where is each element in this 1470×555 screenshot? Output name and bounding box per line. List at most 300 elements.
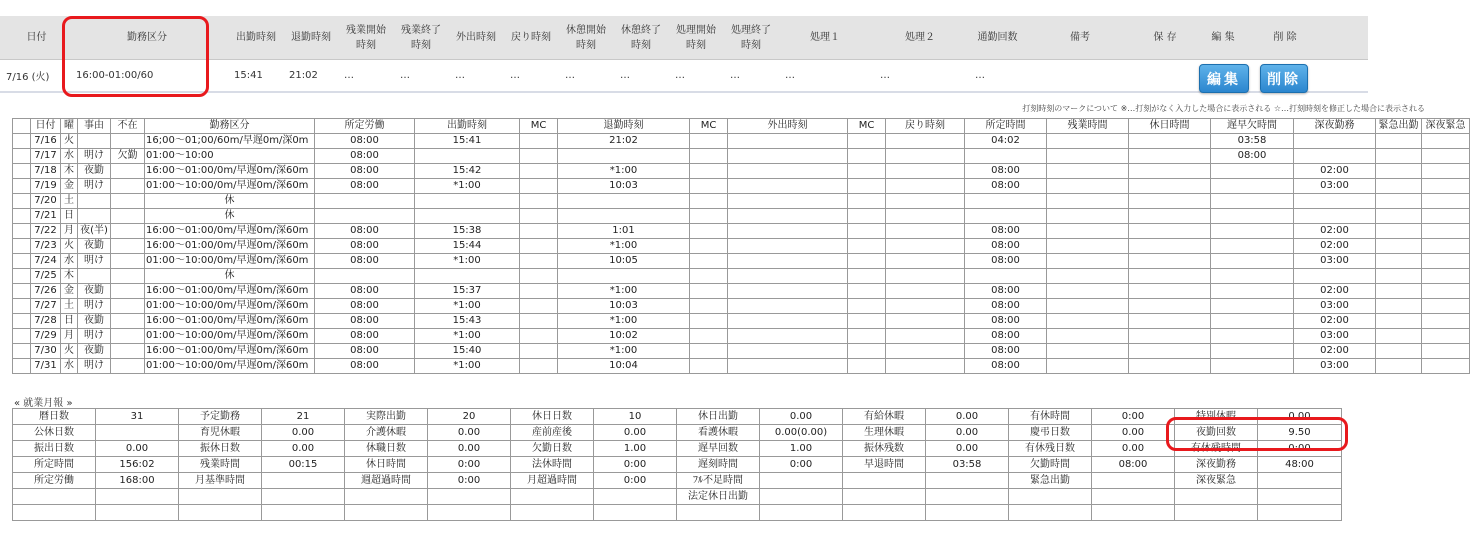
daily-cell bbox=[1294, 194, 1376, 209]
daily-cell bbox=[848, 149, 886, 164]
summary-value-cell: 20 bbox=[428, 409, 511, 425]
monthly-report-label: « 就業月報 » bbox=[14, 398, 73, 409]
daily-header-cell: 遅早欠時間 bbox=[1211, 119, 1294, 134]
daily-cell bbox=[558, 149, 690, 164]
daily-cell: 7/25 bbox=[31, 269, 61, 284]
daily-cell bbox=[78, 269, 111, 284]
summary-value-cell bbox=[262, 489, 345, 505]
daily-cell: 水 bbox=[61, 254, 78, 269]
daily-cell bbox=[1129, 194, 1211, 209]
summary-label-cell: 所定時間 bbox=[13, 457, 96, 473]
daily-cell bbox=[728, 344, 848, 359]
daily-cell bbox=[886, 194, 965, 209]
summary-label-cell bbox=[1009, 505, 1092, 521]
daily-cell bbox=[315, 194, 415, 209]
header-process-1: 処理１ bbox=[810, 32, 840, 43]
row-marker-cell bbox=[13, 179, 31, 194]
daily-cell: 夜勤 bbox=[78, 239, 111, 254]
summary-label-cell bbox=[1175, 489, 1258, 505]
row-process-1[interactable]: … bbox=[785, 70, 795, 81]
summary-value-cell bbox=[760, 505, 843, 521]
daily-cell bbox=[1047, 209, 1129, 224]
daily-cell bbox=[520, 209, 558, 224]
daily-cell bbox=[1376, 164, 1422, 179]
daily-cell: 土 bbox=[61, 194, 78, 209]
daily-cell: 01:00～10:00 bbox=[145, 149, 315, 164]
daily-cell bbox=[728, 194, 848, 209]
row-marker-cell bbox=[13, 224, 31, 239]
daily-cell bbox=[728, 329, 848, 344]
daily-row[interactable] bbox=[13, 224, 1470, 239]
daily-cell: *1:00 bbox=[558, 314, 690, 329]
daily-cell: 01:00～10:00/0m/早遅0m/深60m bbox=[145, 359, 315, 374]
daily-cell bbox=[1211, 344, 1294, 359]
daily-cell bbox=[1129, 269, 1211, 284]
summary-value-cell: 0.00 bbox=[428, 441, 511, 457]
daily-cell: 7/20 bbox=[31, 194, 61, 209]
row-return-time[interactable]: … bbox=[510, 70, 520, 81]
summary-value-cell: 0:00 bbox=[428, 457, 511, 473]
daily-cell bbox=[1376, 239, 1422, 254]
daily-cell: 08:00 bbox=[315, 344, 415, 359]
summary-value-cell bbox=[594, 489, 677, 505]
row-marker-cell bbox=[13, 329, 31, 344]
header-clock-in: 出勤時刻 bbox=[236, 32, 276, 43]
summary-value-cell: 0.00 bbox=[926, 441, 1009, 457]
daily-cell bbox=[1129, 179, 1211, 194]
daily-cell bbox=[1422, 164, 1470, 179]
daily-cell bbox=[886, 359, 965, 374]
summary-value-cell bbox=[1258, 489, 1342, 505]
daily-cell: 7/27 bbox=[31, 299, 61, 314]
daily-cell bbox=[1129, 359, 1211, 374]
summary-label-cell: 法定休日出勤 bbox=[677, 489, 760, 505]
summary-value-cell: 00:15 bbox=[262, 457, 345, 473]
header-out-time: 外出時刻 bbox=[456, 32, 496, 43]
daily-row[interactable] bbox=[13, 284, 1470, 299]
daily-cell bbox=[520, 344, 558, 359]
daily-cell bbox=[1129, 209, 1211, 224]
daily-cell: 7/29 bbox=[31, 329, 61, 344]
summary-value-cell bbox=[760, 473, 843, 489]
header-overtime-start: 残業開始 時刻 bbox=[346, 24, 386, 51]
row-process-end[interactable]: … bbox=[730, 70, 740, 81]
daily-cell bbox=[1047, 194, 1129, 209]
daily-header-cell: 事由 bbox=[78, 119, 111, 134]
daily-cell bbox=[848, 329, 886, 344]
daily-cell: 15:37 bbox=[415, 284, 520, 299]
daily-cell bbox=[848, 134, 886, 149]
daily-cell bbox=[886, 209, 965, 224]
summary-label-cell: 深夜緊急 bbox=[1175, 473, 1258, 489]
daily-cell: 08:00 bbox=[965, 359, 1047, 374]
header-blank bbox=[13, 119, 31, 134]
daily-cell bbox=[1211, 359, 1294, 374]
daily-cell bbox=[1047, 179, 1129, 194]
daily-cell: 16:00～01:00/0m/早遅0m/深60m bbox=[145, 344, 315, 359]
daily-header-cell: 外出時刻 bbox=[728, 119, 848, 134]
summary-label-cell bbox=[843, 473, 926, 489]
daily-cell bbox=[690, 329, 728, 344]
daily-cell bbox=[1211, 284, 1294, 299]
daily-cell: 01:00～10:00/0m/早遅0m/深60m bbox=[145, 299, 315, 314]
daily-cell bbox=[1422, 209, 1470, 224]
summary-row bbox=[13, 441, 1342, 457]
row-clock-out[interactable]: 21:02 bbox=[289, 70, 318, 81]
summary-value-cell bbox=[594, 505, 677, 521]
daily-cell bbox=[1047, 344, 1129, 359]
daily-row[interactable] bbox=[13, 149, 1470, 164]
daily-cell bbox=[728, 209, 848, 224]
daily-cell bbox=[886, 134, 965, 149]
summary-value-cell: 1.00 bbox=[760, 441, 843, 457]
daily-cell bbox=[690, 179, 728, 194]
daily-cell bbox=[1422, 179, 1470, 194]
daily-cell bbox=[690, 239, 728, 254]
daily-cell bbox=[111, 299, 145, 314]
summary-label-cell: 夜勤回数 bbox=[1175, 425, 1258, 441]
daily-cell bbox=[1047, 164, 1129, 179]
daily-row[interactable] bbox=[13, 299, 1470, 314]
summary-label-cell: 欠勤日数 bbox=[511, 441, 594, 457]
summary-label-cell bbox=[179, 489, 262, 505]
daily-cell bbox=[1376, 314, 1422, 329]
daily-cell bbox=[886, 239, 965, 254]
daily-cell: 08:00 bbox=[965, 224, 1047, 239]
daily-cell bbox=[848, 179, 886, 194]
daily-cell: 7/21 bbox=[31, 209, 61, 224]
daily-row[interactable] bbox=[13, 194, 1470, 209]
daily-cell: 08:00 bbox=[965, 329, 1047, 344]
daily-cell bbox=[1422, 194, 1470, 209]
daily-cell bbox=[886, 344, 965, 359]
daily-cell: 7/30 bbox=[31, 344, 61, 359]
summary-label-cell: 緊急出勤 bbox=[1009, 473, 1092, 489]
daily-cell: 08:00 bbox=[315, 149, 415, 164]
daily-cell bbox=[1129, 314, 1211, 329]
daily-cell bbox=[1211, 209, 1294, 224]
daily-cell bbox=[848, 239, 886, 254]
daily-cell: 夜勤 bbox=[78, 164, 111, 179]
summary-label-cell bbox=[13, 489, 96, 505]
summary-value-cell: 0.00 bbox=[926, 425, 1009, 441]
summary-value-cell: 31 bbox=[96, 409, 179, 425]
row-marker-cell bbox=[13, 134, 31, 149]
daily-cell: 金 bbox=[61, 284, 78, 299]
row-clock-in[interactable]: 15:41 bbox=[234, 70, 263, 81]
daily-cell bbox=[1294, 269, 1376, 284]
header-save: 保 存 bbox=[1153, 32, 1177, 43]
row-overtime-start[interactable]: … bbox=[344, 70, 354, 81]
daily-cell bbox=[848, 194, 886, 209]
summary-value-cell: 0:00 bbox=[428, 473, 511, 489]
row-marker-cell bbox=[13, 194, 31, 209]
daily-cell bbox=[690, 314, 728, 329]
summary-row bbox=[13, 473, 1342, 489]
daily-cell bbox=[520, 194, 558, 209]
daily-row[interactable] bbox=[13, 239, 1470, 254]
daily-cell bbox=[415, 269, 520, 284]
daily-cell bbox=[848, 224, 886, 239]
summary-value-cell: 21 bbox=[262, 409, 345, 425]
summary-label-cell: 有休時間 bbox=[1009, 409, 1092, 425]
summary-label-cell: 休日日数 bbox=[511, 409, 594, 425]
daily-cell bbox=[728, 179, 848, 194]
daily-cell bbox=[728, 239, 848, 254]
daily-cell bbox=[728, 224, 848, 239]
daily-cell bbox=[1376, 194, 1422, 209]
daily-cell bbox=[965, 269, 1047, 284]
daily-cell bbox=[690, 299, 728, 314]
daily-cell: 夜勤 bbox=[78, 344, 111, 359]
daily-cell bbox=[1376, 134, 1422, 149]
daily-cell: 月 bbox=[61, 224, 78, 239]
daily-row[interactable] bbox=[13, 359, 1470, 374]
daily-header-cell: 緊急出勤 bbox=[1376, 119, 1422, 134]
daily-cell bbox=[111, 239, 145, 254]
summary-label-cell: 暦日数 bbox=[13, 409, 96, 425]
daily-cell: 01:00～10:00/0m/早遅0m/深60m bbox=[145, 179, 315, 194]
summary-label-cell bbox=[843, 505, 926, 521]
daily-cell bbox=[1376, 209, 1422, 224]
daily-cell: 03:00 bbox=[1294, 329, 1376, 344]
daily-header-cell: 勤務区分 bbox=[145, 119, 315, 134]
daily-cell bbox=[1129, 164, 1211, 179]
daily-cell bbox=[886, 329, 965, 344]
daily-cell bbox=[315, 209, 415, 224]
summary-label-cell: 法休時間 bbox=[511, 457, 594, 473]
row-marker-cell bbox=[13, 149, 31, 164]
delete-button[interactable]: 削除 bbox=[1260, 64, 1308, 93]
daily-cell bbox=[1376, 224, 1422, 239]
daily-row[interactable] bbox=[13, 344, 1470, 359]
summary-label-cell bbox=[511, 505, 594, 521]
daily-header-cell: 所定労働 bbox=[315, 119, 415, 134]
summary-value-cell: 0.00 bbox=[1092, 425, 1175, 441]
row-out-time[interactable]: … bbox=[455, 70, 465, 81]
summary-label-cell: 公休日数 bbox=[13, 425, 96, 441]
summary-value-cell: 156:02 bbox=[96, 457, 179, 473]
daily-cell: 日 bbox=[61, 314, 78, 329]
daily-cell: 02:00 bbox=[1294, 284, 1376, 299]
daily-cell bbox=[111, 269, 145, 284]
daily-cell: 金 bbox=[61, 179, 78, 194]
daily-cell bbox=[728, 149, 848, 164]
daily-cell: 08:00 bbox=[965, 314, 1047, 329]
summary-label-cell bbox=[677, 505, 760, 521]
daily-cell bbox=[1422, 299, 1470, 314]
daily-row[interactable] bbox=[13, 269, 1470, 284]
daily-cell bbox=[111, 254, 145, 269]
summary-value-cell: 1.00 bbox=[594, 441, 677, 457]
daily-cell: 02:00 bbox=[1294, 239, 1376, 254]
edit-button[interactable]: 編集 bbox=[1199, 64, 1249, 93]
daily-cell: 10:05 bbox=[558, 254, 690, 269]
daily-row[interactable] bbox=[13, 314, 1470, 329]
daily-cell bbox=[1047, 314, 1129, 329]
daily-cell: 夜(半) bbox=[78, 224, 111, 239]
daily-cell: 01:00～10:00/0m/早遅0m/深60m bbox=[145, 329, 315, 344]
daily-cell bbox=[1211, 194, 1294, 209]
daily-cell: 休 bbox=[145, 209, 315, 224]
daily-cell bbox=[886, 314, 965, 329]
daily-cell bbox=[1376, 179, 1422, 194]
daily-cell bbox=[728, 269, 848, 284]
daily-cell: 02:00 bbox=[1294, 314, 1376, 329]
daily-cell bbox=[690, 134, 728, 149]
daily-row[interactable] bbox=[13, 209, 1470, 224]
daily-cell bbox=[1376, 344, 1422, 359]
summary-label-cell: 有休残時間 bbox=[1175, 441, 1258, 457]
daily-cell bbox=[1422, 149, 1470, 164]
header-overtime-end: 残業終了 時刻 bbox=[401, 24, 441, 51]
summary-label-cell bbox=[843, 489, 926, 505]
daily-cell bbox=[520, 284, 558, 299]
summary-label-cell: 振休残数 bbox=[843, 441, 926, 457]
daily-cell: 土 bbox=[61, 299, 78, 314]
summary-value-cell bbox=[428, 505, 511, 521]
summary-label-cell: 遅刻時間 bbox=[677, 457, 760, 473]
daily-cell: 08:00 bbox=[315, 224, 415, 239]
daily-cell: *1:00 bbox=[558, 164, 690, 179]
daily-cell bbox=[1211, 239, 1294, 254]
summary-label-cell bbox=[345, 489, 428, 505]
summary-label-cell bbox=[511, 489, 594, 505]
daily-cell bbox=[1129, 254, 1211, 269]
daily-cell: 明け bbox=[78, 359, 111, 374]
summary-label-cell: 有給休暇 bbox=[843, 409, 926, 425]
daily-cell: 16:00～01:00/0m/早遅0m/深60m bbox=[145, 224, 315, 239]
daily-cell bbox=[690, 164, 728, 179]
daily-row[interactable] bbox=[13, 254, 1470, 269]
daily-cell bbox=[1047, 134, 1129, 149]
row-commute-count[interactable]: … bbox=[975, 70, 985, 81]
daily-row[interactable] bbox=[13, 179, 1470, 194]
daily-cell: *1:00 bbox=[415, 299, 520, 314]
daily-cell: 休 bbox=[145, 269, 315, 284]
daily-cell: 08:00 bbox=[965, 179, 1047, 194]
header-process-end: 処理終了 時刻 bbox=[731, 24, 771, 51]
summary-label-cell: 生理休暇 bbox=[843, 425, 926, 441]
daily-cell bbox=[690, 254, 728, 269]
daily-cell bbox=[1047, 224, 1129, 239]
daily-cell: 08:00 bbox=[315, 239, 415, 254]
daily-cell: 7/18 bbox=[31, 164, 61, 179]
daily-cell bbox=[1211, 269, 1294, 284]
daily-cell bbox=[728, 299, 848, 314]
daily-cell: 7/23 bbox=[31, 239, 61, 254]
daily-cell bbox=[520, 134, 558, 149]
daily-table-header bbox=[13, 119, 1470, 134]
daily-cell bbox=[1422, 329, 1470, 344]
daily-cell bbox=[848, 344, 886, 359]
daily-header-cell: 退勤時刻 bbox=[558, 119, 690, 134]
daily-header-cell: MC bbox=[690, 119, 728, 134]
daily-cell: 08:00 bbox=[315, 164, 415, 179]
summary-value-cell: 0:00 bbox=[760, 457, 843, 473]
summary-label-cell: 休職日数 bbox=[345, 441, 428, 457]
daily-cell bbox=[1129, 299, 1211, 314]
row-marker-cell bbox=[13, 284, 31, 299]
row-process-start[interactable]: … bbox=[675, 70, 685, 81]
daily-cell: 水 bbox=[61, 149, 78, 164]
daily-cell bbox=[1422, 134, 1470, 149]
summary-label-cell bbox=[345, 505, 428, 521]
summary-value-cell: 10 bbox=[594, 409, 677, 425]
daily-cell bbox=[111, 344, 145, 359]
daily-cell bbox=[111, 224, 145, 239]
daily-cell bbox=[886, 179, 965, 194]
daily-cell: 明け bbox=[78, 299, 111, 314]
daily-cell bbox=[520, 179, 558, 194]
daily-cell bbox=[886, 149, 965, 164]
summary-value-cell: 0.00 bbox=[1258, 409, 1342, 425]
summary-label-cell: 有休残日数 bbox=[1009, 441, 1092, 457]
daily-header-cell: MC bbox=[520, 119, 558, 134]
daily-row[interactable] bbox=[13, 329, 1470, 344]
daily-cell: 火 bbox=[61, 344, 78, 359]
row-break-end[interactable]: … bbox=[620, 70, 630, 81]
daily-header-cell: 出勤時刻 bbox=[415, 119, 520, 134]
daily-cell bbox=[1129, 134, 1211, 149]
summary-label-cell bbox=[1009, 489, 1092, 505]
row-break-start[interactable]: … bbox=[565, 70, 575, 81]
daily-cell bbox=[1422, 344, 1470, 359]
daily-row[interactable] bbox=[13, 134, 1470, 149]
summary-value-cell bbox=[262, 505, 345, 521]
row-shift[interactable]: 16:00-01:00/60 bbox=[76, 70, 154, 81]
daily-cell bbox=[558, 194, 690, 209]
daily-cell bbox=[1047, 329, 1129, 344]
daily-cell bbox=[1129, 284, 1211, 299]
summary-label-cell: 予定勤務 bbox=[179, 409, 262, 425]
daily-header-cell: 所定時間 bbox=[965, 119, 1047, 134]
daily-cell: 16;00～01;00/60m/早遅0m/深0m bbox=[145, 134, 315, 149]
daily-cell: 夜勤 bbox=[78, 314, 111, 329]
daily-cell bbox=[886, 164, 965, 179]
daily-cell: 7/16 bbox=[31, 134, 61, 149]
daily-cell bbox=[1294, 149, 1376, 164]
daily-header-cell: MC bbox=[848, 119, 886, 134]
header-edit: 編 集 bbox=[1211, 32, 1235, 43]
daily-cell bbox=[1047, 254, 1129, 269]
summary-value-cell bbox=[96, 505, 179, 521]
summary-label-cell: 休日出勤 bbox=[677, 409, 760, 425]
summary-label-cell: 産前産後 bbox=[511, 425, 594, 441]
daily-cell: 7/24 bbox=[31, 254, 61, 269]
daily-cell bbox=[1129, 344, 1211, 359]
daily-cell: 水 bbox=[61, 359, 78, 374]
summary-value-cell: 168:00 bbox=[96, 473, 179, 489]
row-process-2[interactable]: … bbox=[880, 70, 890, 81]
daily-cell bbox=[1047, 284, 1129, 299]
daily-cell bbox=[690, 194, 728, 209]
summary-label-cell: 月超過時間 bbox=[511, 473, 594, 489]
daily-cell: 08:00 bbox=[965, 164, 1047, 179]
daily-cell bbox=[848, 254, 886, 269]
summary-label-cell: 育児休暇 bbox=[179, 425, 262, 441]
daily-cell bbox=[415, 149, 520, 164]
row-marker-cell bbox=[13, 254, 31, 269]
daily-cell bbox=[1211, 299, 1294, 314]
row-overtime-end[interactable]: … bbox=[400, 70, 410, 81]
summary-row bbox=[13, 489, 1342, 505]
daily-cell: 火 bbox=[61, 134, 78, 149]
daily-row[interactable] bbox=[13, 164, 1470, 179]
daily-cell bbox=[1211, 254, 1294, 269]
daily-cell bbox=[848, 164, 886, 179]
daily-cell bbox=[1376, 359, 1422, 374]
